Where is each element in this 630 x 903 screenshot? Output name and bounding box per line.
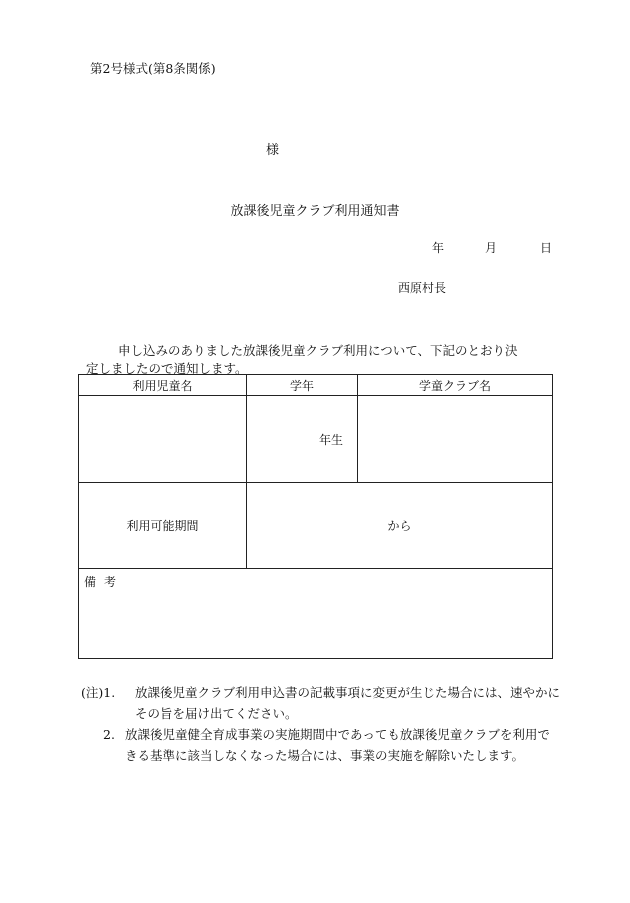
grade-cell: 年生 [247,396,358,483]
period-label: 利用可能期間 [79,483,247,569]
note-number-2: 2. [103,727,115,742]
date-day-label: 日 [540,241,553,255]
document-title: 放課後児童クラブ利用通知書 [230,204,400,219]
remarks-label: 備考 [79,569,553,659]
note-text-1: 放課後児童クラブ利用申込書の記載事項に変更が生じた場合には、速やかにその旨を届け出てください。 [135,685,561,721]
child-name-cell [79,396,247,483]
note-item-1 [81,682,561,724]
form-number: 第2号様式(第8条関係) [90,61,216,76]
notes-prefix: (注) [81,685,104,700]
note-text-2: 放課後児童健全育成事業の実施期間中であっても放課後児童クラブを利用できる基準に該当しなくなった場合には、事業の実施を解除いたします。 [125,727,550,763]
date-year-label: 年 [432,241,445,255]
note-item-2 [81,724,561,766]
header-club-name: 学童クラブ名 [358,375,553,396]
issuer-name: 西原村長 [398,281,447,295]
header-grade: 学年 [247,375,358,396]
club-name-cell [358,396,553,483]
notes-section [81,682,561,766]
body-text-line-2: 定しましたので通知します。 [86,361,248,376]
period-value: から [247,483,553,569]
header-child-name: 利用児童名 [79,375,247,396]
note-number-1: 1. [103,685,116,700]
notice-table [78,374,553,659]
addressee-suffix: 様 [266,143,280,158]
date-month-label: 月 [485,241,498,255]
body-text-line-1: 申し込みのありました放課後児童クラブ利用について、下記のとおり決 [118,343,518,358]
